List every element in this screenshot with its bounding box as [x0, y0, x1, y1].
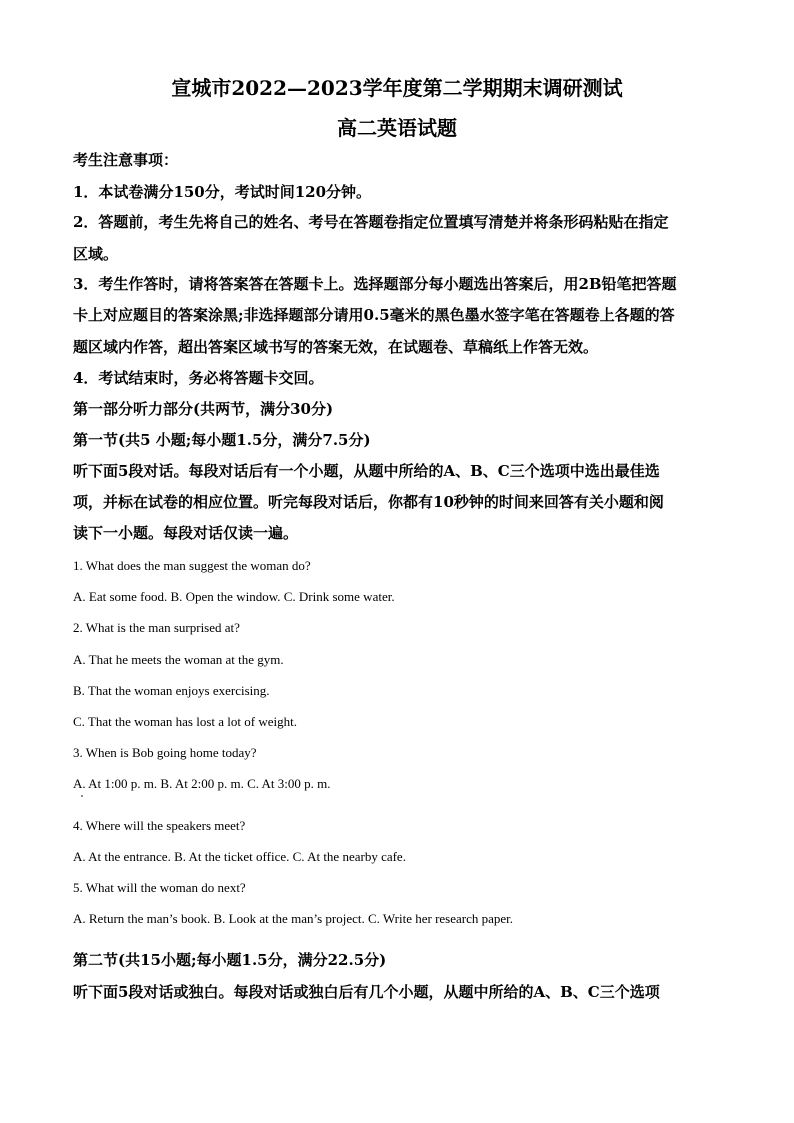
notice-line: 区域。 [73, 245, 119, 263]
question-4: 4. Where will the speakers meet? [73, 818, 246, 833]
section1-instruction-line: 听下面5段对话。每段对话后有一个小题，从题中所给的A、B、C三个选项中选出最佳选 [73, 462, 660, 480]
section1-instruction-line: 读下一小题。每段对话仅读一遍。 [73, 524, 299, 542]
question-4-options: A. At the entrance. B. At the ticket office. C. At the nearby cafe. [73, 849, 406, 864]
notice-line: 3．考生作答时，请将答案答在答题卡上。选择题部分每小题选出答案后，用2B铅笔把答题 [73, 275, 677, 293]
stray-dot-mark [81, 795, 83, 797]
notice-line: 卡上对应题目的答案涂黑;非选择题部分请用0.5毫米的黑色墨水签字笔在答题卷上各题的答 [73, 306, 675, 324]
exam-title: 宣城市2022—2023学年度第二学期期末调研测试 [171, 76, 623, 100]
notice-heading: 考生注意事项： [73, 151, 179, 169]
question-1-options: A. Eat some food. B. Open the window. C. Drink some water. [73, 589, 395, 604]
question-2-option-c: C. That the woman has lost a lot of weight. [73, 714, 297, 729]
notice-line: 2．答题前，考生先将自己的姓名、考号在答题卷指定位置填写清楚并将条形码粘贴在指定 [73, 213, 669, 231]
section1-instruction-line: 项，并标在试卷的相应位置。听完每段对话后，你都有10秒钟的时间来回答有关小题和阅 [73, 493, 664, 511]
notice-line: 1．本试卷满分150分，考试时间120分钟。 [73, 183, 372, 201]
part1-heading: 第一部分听力部分(共两节，满分30分) [73, 400, 334, 418]
section2-instruction-line: 听下面5段对话或独白。每段对话或独白后有几个小题，从题中所给的A、B、C三个选项 [73, 983, 660, 1001]
question-5: 5. What will the woman do next? [73, 880, 246, 895]
question-2-option-a: A. That he meets the woman at the gym. [73, 652, 284, 667]
section2-heading: 第二节(共15小题;每小题1.5分，满分22.5分) [73, 951, 387, 969]
exam-subtitle: 高二英语试题 [337, 116, 457, 140]
section1-heading: 第一节(共5 小题;每小题1.5分，满分7.5分) [73, 431, 371, 449]
question-2: 2. What is the man surprised at? [73, 620, 240, 635]
question-5-options: A. Return the man’s book. B. Look at the man’s project. C. Write her research paper. [73, 911, 514, 926]
question-2-option-b: B. That the woman enjoys exercising. [73, 683, 270, 698]
question-3-options: A. At 1:00 p. m. B. At 2:00 p. m. C. At 3:00 p. m. [73, 776, 331, 791]
notice-line: 4．考试结束时，务必将答题卡交回。 [73, 369, 324, 387]
notice-line: 题区域内作答，超出答案区域书写的答案无效，在试题卷、草稿纸上作答无效。 [73, 338, 599, 356]
question-1: 1. What does the man suggest the woman do? [73, 558, 311, 573]
question-3: 3. When is Bob going home today? [73, 745, 257, 760]
